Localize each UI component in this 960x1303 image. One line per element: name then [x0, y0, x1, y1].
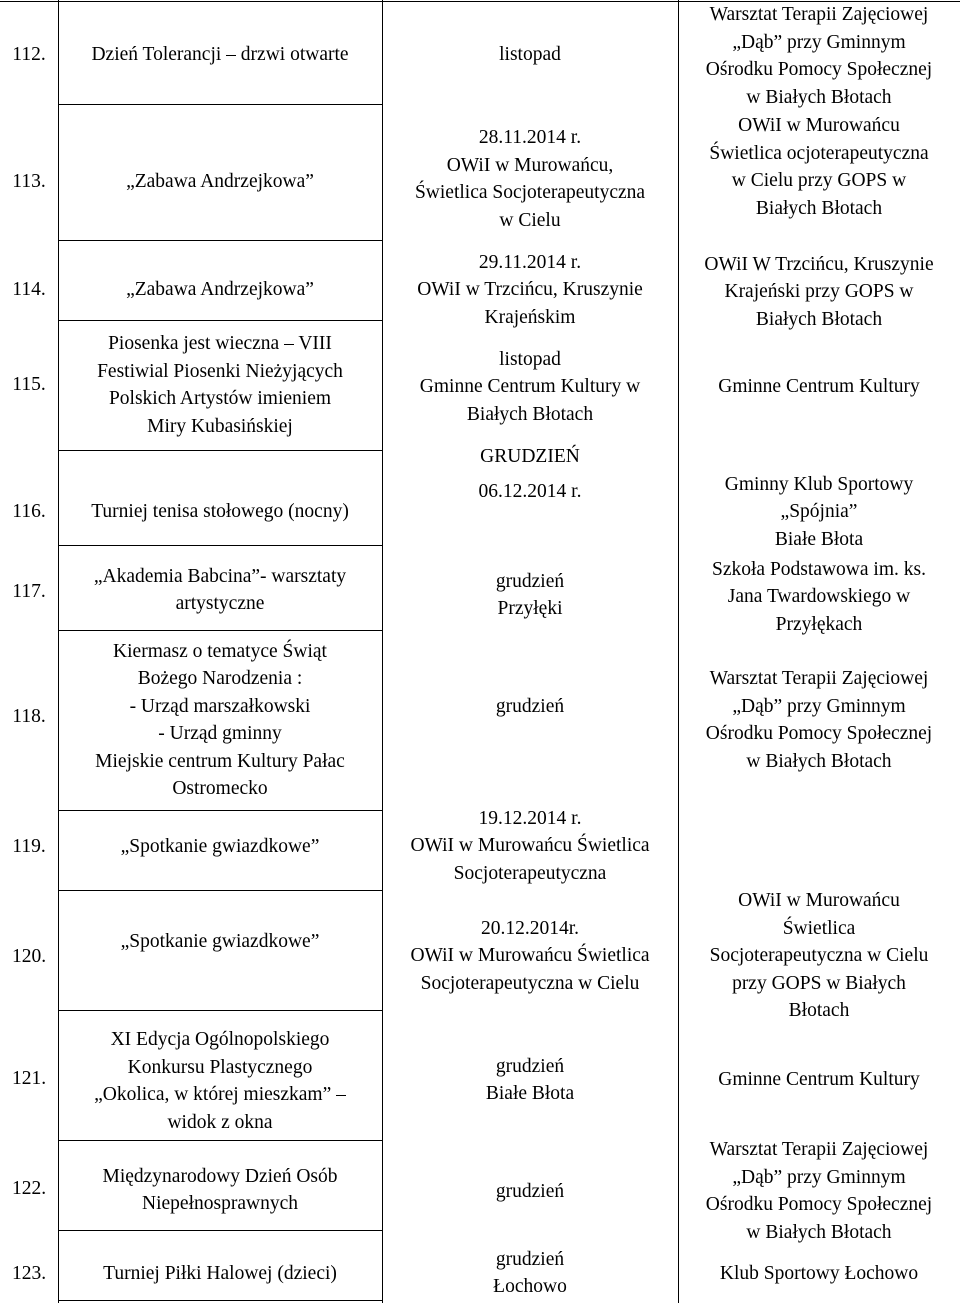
event-date: listopad Gminne Centrum Kultury w Białych Błotach [419, 348, 641, 425]
event-date: listopad [499, 44, 561, 66]
row-divider [58, 1140, 382, 1141]
row-divider [58, 630, 382, 631]
event-name: „Akademia Babcina”- warsztaty artystyczne [93, 565, 347, 614]
event-place: Warsztat Terapii Zajęciowej „Dąb” przy Gminnym Ośrodku Pomocy Społecznej w Białych Błotach [705, 668, 933, 772]
event-name: Turniej Piłki Halowej (dzieci) [103, 1263, 337, 1285]
row-divider [58, 545, 382, 546]
event-date: 20.12.2014r. OWiI w Murowańcu Świetlica Socjoterapeutyczna w Cielu [410, 917, 650, 994]
event-name: „Zabawa Andrzejkowa” [126, 279, 314, 301]
event-name: Dzień Tolerancji – drzwi otwarte [91, 44, 349, 66]
event-place: Warsztat Terapii Zajęciowej „Dąb” przy Gminnym Ośrodku Pomocy Społecznej w Białych Błotach [705, 1139, 933, 1243]
event-place: Szkoła Podstawowa im. ks. Jana Twardowskiego w Przyłękach [712, 558, 926, 635]
event-name: Międzynarodowy Dzień Osób Niepełnosprawnych [102, 1165, 338, 1214]
event-name: „Spotkanie gwiazdkowe” [120, 931, 320, 953]
row-number: 121. [11, 1068, 47, 1090]
event-date: 19.12.2014 r. OWiI w Murowańcu Świetlica Socjoterapeutyczna [410, 807, 650, 884]
event-date: grudzień Przyłęki [495, 570, 565, 619]
row-divider [58, 1300, 382, 1301]
row-number: 114. [12, 279, 46, 301]
event-place: OWiI w Murowańcu Świetlica Socjoterapeutyczna w Cielu przy GOPS w Białych Błotach [709, 890, 929, 1022]
event-place: Warsztat Terapii Zajęciowej „Dąb” przy Gminnym Ośrodku Pomocy Społecznej w Białych Błotach [705, 4, 933, 108]
event-date: grudzień Łochowo [493, 1248, 567, 1297]
row-number: 122. [11, 1178, 47, 1200]
row-number: 116. [12, 501, 46, 523]
row-number: 115. [12, 374, 46, 396]
row-number: 119. [12, 836, 46, 858]
row-divider [58, 1230, 382, 1231]
event-place: OWiI W Trzcińcu, Kruszynie Krajeński przy GOPS w Białych Błotach [704, 253, 934, 330]
row-number: 112. [12, 44, 46, 66]
row-number: 113. [12, 171, 46, 193]
event-name: XI Edycja Ogólnopolskiego Konkursu Plastycznego „Okolica, w której mieszkam” – widok z okna [94, 1029, 346, 1133]
event-date: 06.12.2014 r. [478, 481, 582, 503]
row-number: 123. [11, 1263, 47, 1285]
event-place: Klub Sportowy Łochowo [719, 1263, 919, 1285]
event-date: grudzień [495, 696, 565, 718]
row-divider [58, 450, 382, 451]
row-number: 118. [12, 706, 46, 728]
event-place: Gminny Klub Sportowy „Spójnia” Białe Błota [724, 473, 914, 550]
row-number: 117. [12, 581, 46, 603]
event-name: Piosenka jest wieczna – VIII Festiwial Piosenki Nieżyjących Polskich Artystów imieniem Miry Kubasińskiej [97, 333, 343, 437]
row-divider [58, 890, 382, 891]
row-divider [58, 104, 382, 105]
row-divider [58, 1010, 382, 1011]
row-number: 120. [11, 946, 47, 968]
event-name: „Zabawa Andrzejkowa” [126, 171, 314, 193]
event-date: grudzień [495, 1181, 565, 1203]
event-date: 29.11.2014 r. OWiI w Trzcińcu, Kruszynie Krajeńskim [417, 251, 643, 328]
event-name: Kiermasz o tematyce Świąt Bożego Narodzenia : - Urząd marszałkowski - Urząd gminny Miejskie centrum Kultury Pałac Ostromecko [95, 640, 345, 799]
row-divider [58, 810, 382, 811]
event-name: Turniej tenisa stołowego (nocny) [91, 501, 349, 523]
event-date: 28.11.2014 r. OWiI w Murowańcu, Świetlica Socjoterapeutyczna w Cielu [414, 127, 646, 231]
event-date: grudzień Białe Błota [485, 1055, 575, 1104]
event-place: OWiI w Murowańcu Świetlica ocjoterapeutyczna w Cielu przy GOPS w Białych Błotach [709, 115, 929, 219]
row-divider [58, 320, 382, 321]
event-place: Gminne Centrum Kultury [718, 1069, 920, 1091]
month-header: GRUDZIEŃ [480, 446, 580, 468]
event-place: Gminne Centrum Kultury [718, 376, 920, 398]
event-name: „Spotkanie gwiazdkowe” [120, 836, 320, 858]
